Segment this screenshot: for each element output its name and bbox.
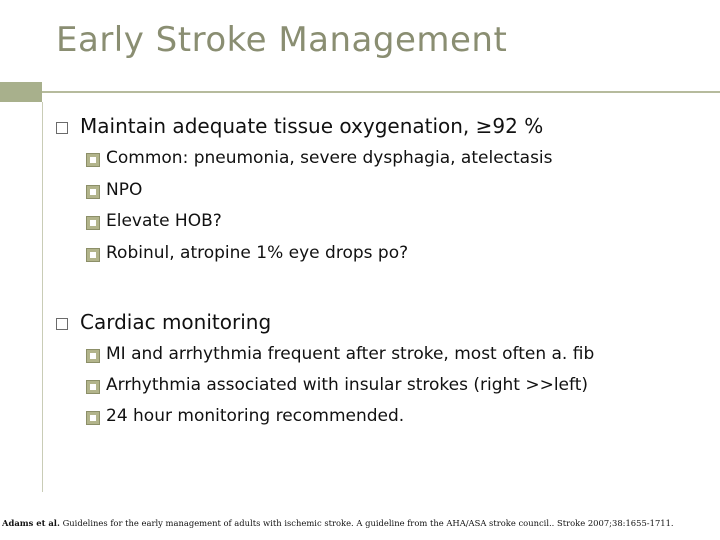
citation bbox=[2, 518, 718, 528]
sub-bullet-text: Robinul, atropine 1% eye drops po? bbox=[106, 243, 409, 263]
citation-text: Guidelines for the early management of adults with ischemic stroke. A guideline from the AHA/ASA stroke council.. Stroke 2007;38:1655-1711. bbox=[59, 518, 674, 528]
sub-bullet-text: Common: pneumonia, severe dysphagia, atelectasis bbox=[106, 148, 553, 168]
section-heading: Cardiac monitoring bbox=[80, 310, 272, 334]
square-bullet-icon bbox=[86, 248, 100, 262]
square-bullet-icon bbox=[86, 349, 100, 363]
square-bullet-icon bbox=[86, 380, 100, 394]
sub-bullet-text: Elevate HOB? bbox=[106, 211, 222, 231]
sub-bullet-text: 24 hour monitoring recommended. bbox=[106, 406, 405, 426]
side-rule bbox=[42, 102, 43, 492]
sub-bullet-text: NPO bbox=[106, 180, 143, 200]
square-bullet-icon bbox=[86, 153, 100, 167]
citation-author: Adams et al. bbox=[2, 518, 60, 528]
square-bullet-icon bbox=[56, 122, 68, 134]
section-heading: Maintain adequate tissue oxygenation, ≥92 % bbox=[80, 114, 544, 138]
square-bullet-icon bbox=[56, 318, 68, 330]
square-bullet-icon bbox=[86, 185, 100, 199]
accent-square bbox=[0, 82, 42, 102]
sub-bullet-text: Arrhythmia associated with insular strokes (right >>left) bbox=[106, 375, 588, 395]
sub-bullet-text: MI and arrhythmia frequent after stroke, most often a. fib bbox=[106, 344, 595, 364]
title-divider bbox=[42, 91, 720, 93]
square-bullet-icon bbox=[86, 411, 100, 425]
slide-title: Early Stroke Management bbox=[56, 20, 508, 60]
square-bullet-icon bbox=[86, 216, 100, 230]
